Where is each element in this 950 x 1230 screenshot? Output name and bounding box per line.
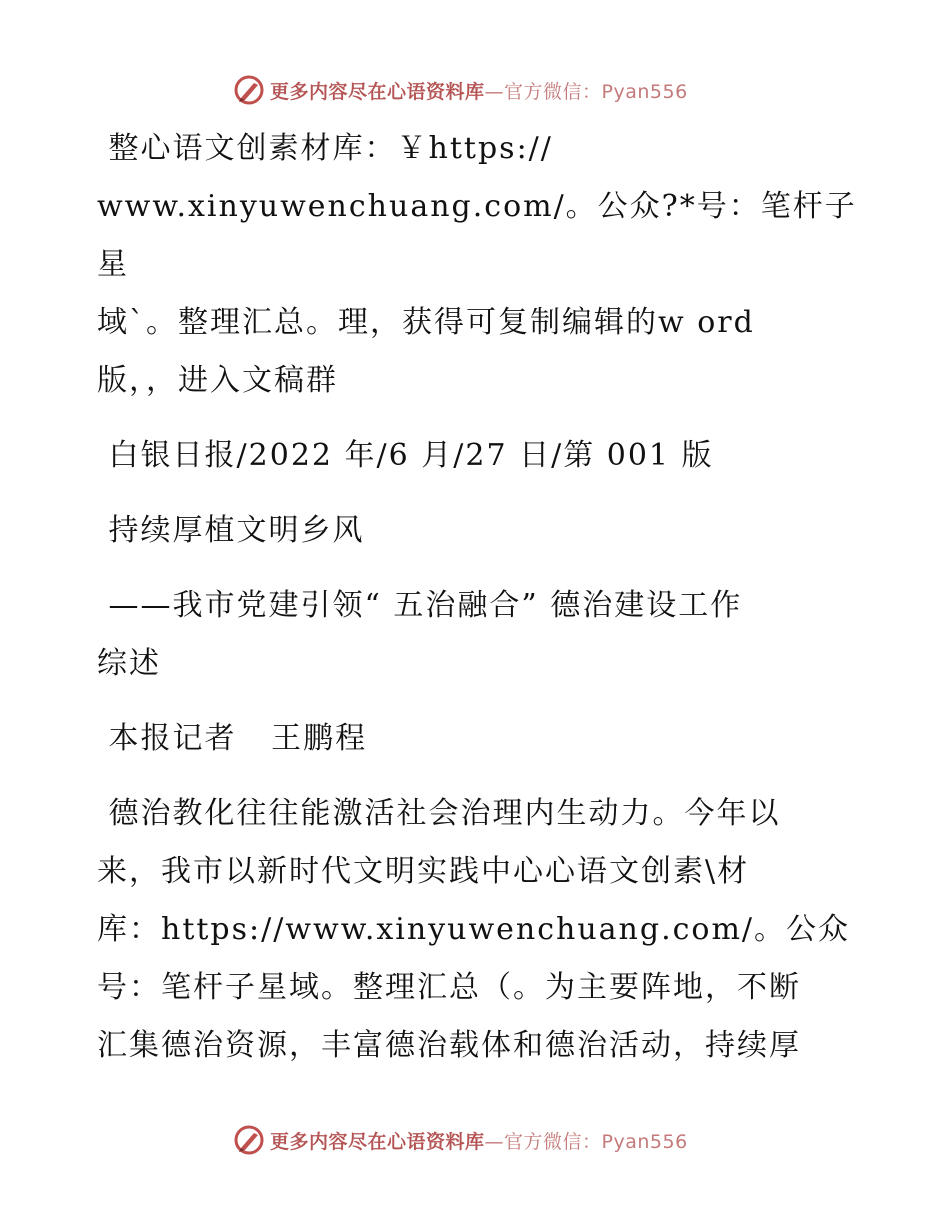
footer-watermark-strong: 更多内容尽在心语资料库 — [270, 1130, 485, 1153]
article-title: 持续厚植文明乡风 — [97, 513, 365, 548]
document-body — [97, 120, 857, 1075]
pen-logo-icon — [232, 73, 266, 107]
footer-watermark-banner — [232, 1123, 752, 1157]
footer-watermark-text — [270, 1127, 688, 1154]
footer-watermark-rest: —官方微信：Pyan556 — [484, 1130, 688, 1153]
header-watermark-text — [270, 77, 688, 104]
newspaper-source-line: 白银日报/2022 年/6 月/27 日/第 001 版 — [97, 438, 714, 473]
header-watermark-strong: 更多内容尽在心语资料库 — [270, 80, 485, 103]
source-notice-paragraph: 整心语文创素材库：￥https:// www.xinyuwenchuang.com/。公众?*号：笔杆子星 域`。整理汇总。理，获得可复制编辑的w ord 版，，进入文稿群 — [97, 131, 857, 398]
article-body-paragraph: 德治教化往往能激活社会治理内生动力。今年以 来，我市以新时代文明实践中心心语文创素\材 库：https://www.xinyuwenchuang.com/。公众 号：笔杆子星域。整理汇总（。为主要阵地，不断 汇集德治资源，丰富德治载体和德治活动，持续厚 — [97, 796, 851, 1063]
header-watermark-banner — [232, 73, 752, 107]
article-byline: 本报记者 王鹏程 — [97, 721, 368, 756]
article-subtitle: ——我市党建引领“ 五治融合” 德治建设工作 综述 — [97, 588, 743, 681]
header-watermark-rest: —官方微信：Pyan556 — [484, 80, 688, 103]
pen-logo-icon — [232, 1123, 266, 1157]
